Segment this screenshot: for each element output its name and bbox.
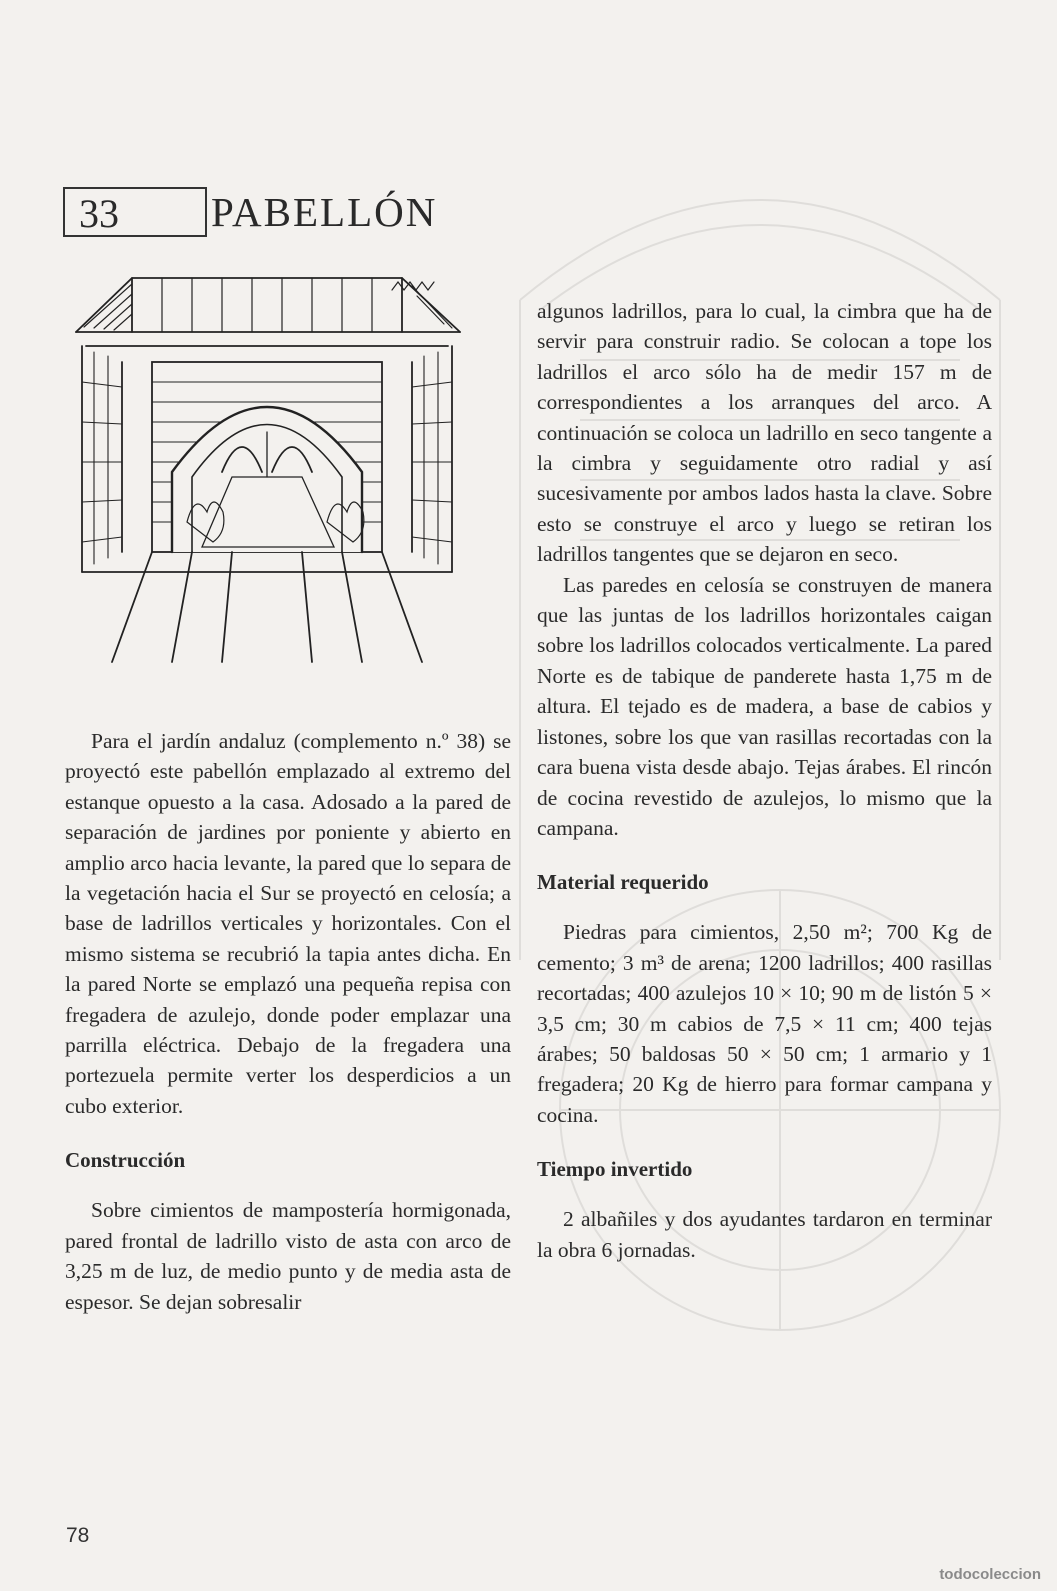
page-number: 78: [66, 1524, 90, 1547]
chapter-header: [63, 186, 437, 238]
watermark-text: todocoleccion: [939, 1566, 1041, 1583]
chapter-number: 33: [63, 187, 207, 237]
construction-heading: Construcción: [65, 1148, 186, 1173]
material-heading: Material requerido: [537, 870, 709, 895]
continuation-paragraph: algunos ladrillos, para lo cual, la cimbra que ha de servir para construir radio. Se colocan a tope los ladrillos el arco sólo ha de medir 157 m de correspondientes a los arranques del arco. A continuación se coloca un ladrillo en seco tangente a la cimbra y seguidamente otro radial y así sucesivamente por ambos lados hasta la clave. Sobre esto se construye el arco y luego se retiran los ladrillos tangentes que se dejaron en seco.: [537, 299, 992, 567]
intro-paragraph: Para el jardín andaluz (complemento n.º 38) se proyectó este pabellón emplazado al extremo del estanque opuesto a la casa. Adosado a la pared de separación de jardines por poniente y abierto en amplio arco hacia levante, la pared que lo separa de la vegetación hacia el Sur se proyectó en celosía; a base de ladrillos verticales y horizontales. Con el mismo sistema se recubrió la tapia antes dicha. En la pared Norte se emplazó una pequeña repisa con fregadera de azulejo, donde poder emplazar una parrilla eléctrica. Debajo de la fregadera una portezuela permite verter los desperdicios a un cubo exterior.: [65, 729, 511, 1118]
pavilion-illustration: [72, 272, 462, 664]
walls-paragraph: Las paredes en celosía se construyen de manera que las juntas de los ladrillos horizontales caigan sobre los ladrillos colocados verticalmente. La pared Norte es de tabique de panderete hasta 1,75 m de altura. El tejado es de madera, a base de cabios y listones, sobre los que van rasillas recortadas con la cara buena vista desde abajo. Tejas árabes. El rincón de cocina revestido de azulejos, lo mismo que la campana.: [537, 572, 992, 840]
time-paragraph: 2 albañiles y dos ayudantes tardaron en terminar la obra 6 jornadas.: [537, 1207, 992, 1262]
left-column: [65, 726, 511, 1317]
time-heading: Tiempo invertido: [537, 1157, 693, 1182]
right-column: [537, 296, 992, 1265]
construction-paragraph: Sobre cimientos de mampostería hormigonada, pared frontal de ladrillo visto de asta con arco de 3,25 m de luz, de medio punto y de media asta de espesor. Se dejan sobresalir: [65, 1198, 511, 1314]
chapter-title: PABELLÓN: [211, 189, 438, 235]
material-paragraph: Piedras para cimientos, 2,50 m²; 700 Kg de cemento; 3 m³ de arena; 1200 ladrillos; 400 rasillas recortadas; 400 azulejos 10 × 10; 90 m de listón 5 × 3,5 cm; 30 m cabios de 7,5 × 11 cm; 400 tejas árabes; 50 baldosas 50 × 50 cm; 1 armario y 1 fregadera; 20 Kg de hierro para formar campana y cocina.: [537, 920, 992, 1127]
